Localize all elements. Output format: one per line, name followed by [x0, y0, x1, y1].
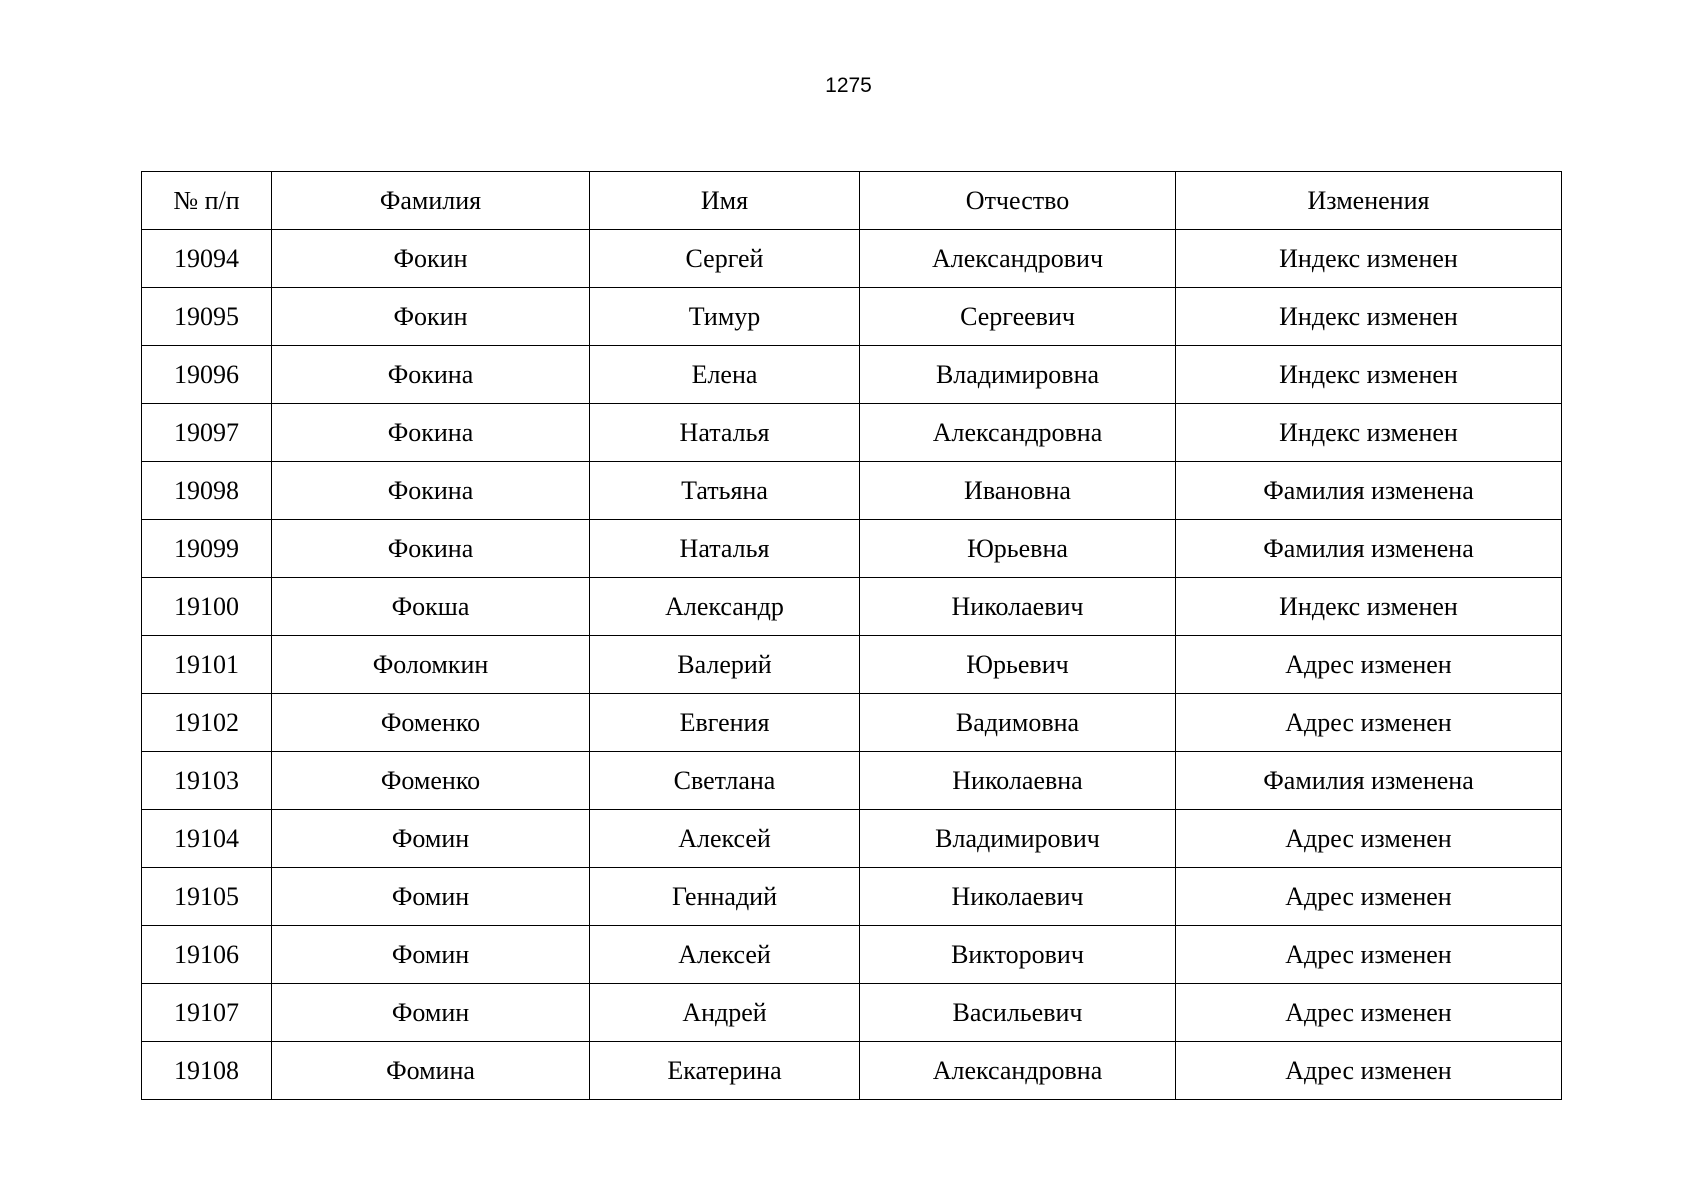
cell-patronymic: Николаевна: [860, 752, 1176, 810]
cell-number: 19102: [142, 694, 272, 752]
cell-last-name: Фокина: [272, 462, 590, 520]
cell-last-name: Фоменко: [272, 694, 590, 752]
cell-patronymic: Юрьевна: [860, 520, 1176, 578]
cell-number: 19095: [142, 288, 272, 346]
cell-first-name: Андрей: [590, 984, 860, 1042]
cell-number: 19098: [142, 462, 272, 520]
cell-number: 19100: [142, 578, 272, 636]
cell-patronymic: Александровна: [860, 1042, 1176, 1100]
header-number: № п/п: [142, 172, 272, 230]
cell-number: 19096: [142, 346, 272, 404]
cell-changes: Индекс изменен: [1176, 288, 1562, 346]
cell-changes: Индекс изменен: [1176, 578, 1562, 636]
cell-first-name: Евгения: [590, 694, 860, 752]
cell-changes: Адрес изменен: [1176, 694, 1562, 752]
cell-patronymic: Юрьевич: [860, 636, 1176, 694]
cell-number: 19105: [142, 868, 272, 926]
cell-patronymic: Вадимовна: [860, 694, 1176, 752]
cell-patronymic: Николаевич: [860, 868, 1176, 926]
table-row: [142, 288, 1562, 346]
cell-last-name: Фомин: [272, 810, 590, 868]
cell-last-name: Фокин: [272, 288, 590, 346]
cell-changes: Адрес изменен: [1176, 636, 1562, 694]
cell-patronymic: Владимировна: [860, 346, 1176, 404]
cell-patronymic: Владимирович: [860, 810, 1176, 868]
cell-patronymic: Александровна: [860, 404, 1176, 462]
cell-patronymic: Сергеевич: [860, 288, 1176, 346]
table-body: [142, 230, 1562, 1100]
cell-number: 19101: [142, 636, 272, 694]
cell-first-name: Алексей: [590, 926, 860, 984]
table-row: [142, 346, 1562, 404]
cell-last-name: Фокша: [272, 578, 590, 636]
header-first-name: Имя: [590, 172, 860, 230]
cell-changes: Индекс изменен: [1176, 346, 1562, 404]
records-table: [141, 171, 1562, 1100]
cell-number: 19108: [142, 1042, 272, 1100]
table-row: [142, 404, 1562, 462]
cell-changes: Фамилия изменена: [1176, 752, 1562, 810]
table-row: [142, 926, 1562, 984]
table-row: [142, 520, 1562, 578]
cell-first-name: Геннадий: [590, 868, 860, 926]
table-row: [142, 462, 1562, 520]
cell-number: 19094: [142, 230, 272, 288]
page-number: 1275: [825, 74, 872, 97]
cell-last-name: Фомина: [272, 1042, 590, 1100]
cell-last-name: Фоломкин: [272, 636, 590, 694]
cell-first-name: Татьяна: [590, 462, 860, 520]
cell-last-name: Фоменко: [272, 752, 590, 810]
cell-number: 19107: [142, 984, 272, 1042]
cell-number: 19097: [142, 404, 272, 462]
cell-patronymic: Васильевич: [860, 984, 1176, 1042]
cell-changes: Фамилия изменена: [1176, 462, 1562, 520]
cell-changes: Адрес изменен: [1176, 810, 1562, 868]
cell-changes: Фамилия изменена: [1176, 520, 1562, 578]
cell-first-name: Светлана: [590, 752, 860, 810]
cell-last-name: Фокина: [272, 346, 590, 404]
cell-first-name: Наталья: [590, 404, 860, 462]
cell-first-name: Алексей: [590, 810, 860, 868]
cell-patronymic: Александрович: [860, 230, 1176, 288]
cell-patronymic: Викторович: [860, 926, 1176, 984]
cell-first-name: Екатерина: [590, 1042, 860, 1100]
table-row: [142, 752, 1562, 810]
cell-changes: Адрес изменен: [1176, 926, 1562, 984]
cell-last-name: Фомин: [272, 868, 590, 926]
cell-changes: Адрес изменен: [1176, 1042, 1562, 1100]
cell-first-name: Александр: [590, 578, 860, 636]
cell-changes: Индекс изменен: [1176, 404, 1562, 462]
cell-first-name: Валерий: [590, 636, 860, 694]
table-row: [142, 694, 1562, 752]
cell-number: 19099: [142, 520, 272, 578]
cell-number: 19104: [142, 810, 272, 868]
cell-first-name: Наталья: [590, 520, 860, 578]
table-row: [142, 984, 1562, 1042]
cell-last-name: Фокина: [272, 520, 590, 578]
table-row: [142, 636, 1562, 694]
cell-last-name: Фокина: [272, 404, 590, 462]
table-row: [142, 578, 1562, 636]
cell-changes: Адрес изменен: [1176, 984, 1562, 1042]
table-row: [142, 230, 1562, 288]
cell-number: 19103: [142, 752, 272, 810]
table-row: [142, 868, 1562, 926]
header-last-name: Фамилия: [272, 172, 590, 230]
header-patronymic: Отчество: [860, 172, 1176, 230]
cell-last-name: Фокин: [272, 230, 590, 288]
table-row: [142, 1042, 1562, 1100]
cell-first-name: Тимур: [590, 288, 860, 346]
cell-last-name: Фомин: [272, 984, 590, 1042]
cell-first-name: Елена: [590, 346, 860, 404]
cell-patronymic: Ивановна: [860, 462, 1176, 520]
table-header-row: [142, 172, 1562, 230]
header-changes: Изменения: [1176, 172, 1562, 230]
cell-first-name: Сергей: [590, 230, 860, 288]
cell-patronymic: Николаевич: [860, 578, 1176, 636]
table-row: [142, 810, 1562, 868]
cell-changes: Индекс изменен: [1176, 230, 1562, 288]
cell-changes: Адрес изменен: [1176, 868, 1562, 926]
cell-last-name: Фомин: [272, 926, 590, 984]
cell-number: 19106: [142, 926, 272, 984]
